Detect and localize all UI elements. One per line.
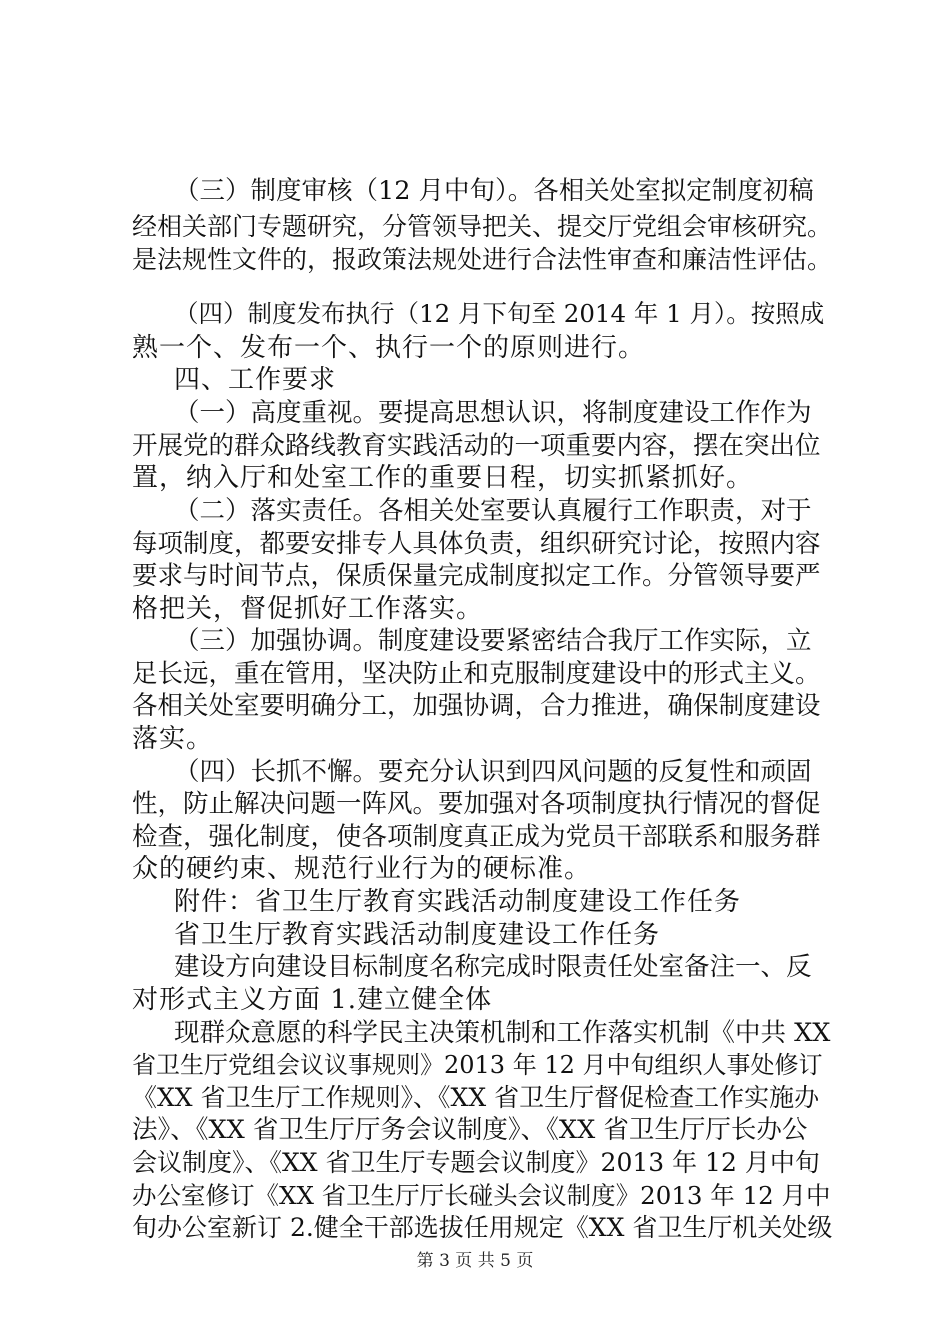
- paragraph-line: 旬办公室新订 2.健全干部选拔任用规定《XX 省卫生厅机关处级: [132, 1213, 833, 1242]
- paragraph-line: 要求与时间节点，保质保量完成制度拟定工作。分管领导要严: [132, 561, 821, 591]
- paragraph-line: 每项制度，都要安排专人具体负责，组织研究讨论，按照内容: [132, 529, 821, 559]
- paragraph-line: （四）制度发布执行（12 月下旬至 2014 年 1 月）。按照成: [174, 299, 825, 328]
- paragraph-line: 各相关处室要明确分工，加强协调，合力推进，确保制度建设: [132, 691, 821, 721]
- attachment-title: 省卫生厅教育实践活动制度建设工作任务: [174, 920, 661, 950]
- paragraph-line: 法》、《XX 省卫生厅厅务会议制度》、《XX 省卫生厅厅长办公: [132, 1115, 808, 1145]
- paragraph-line: 足长远，重在管用，坚决防止和克服制度建设中的形式主义。: [132, 659, 821, 689]
- paragraph-line: （二）落实责任。各相关处室要认真履行工作职责，对于: [174, 496, 812, 526]
- paragraph-line: 对形式主义方面 1.建立健全体: [132, 985, 493, 1015]
- paragraph-line: 检查，强化制度，使各项制度真正成为党员干部联系和服务群: [132, 822, 821, 852]
- paragraph-line: 熟一个、发布一个、执行一个的原则进行。: [132, 333, 646, 363]
- paragraph-line: 办公室修订《XX 省卫生厅厅长碰头会议制度》2013 年 12 月中: [132, 1181, 831, 1210]
- attachment-line: 附件：省卫生厅教育实践活动制度建设工作任务: [174, 887, 742, 917]
- paragraph-line: 省卫生厅党组会议议事规则》2013 年 12 月中旬组织人事处修订: [132, 1051, 823, 1079]
- paragraph-line: 是法规性文件的，报政策法规处进行合法性审查和廉洁性评估。: [132, 245, 833, 274]
- paragraph-line: 落实。: [132, 724, 214, 754]
- paragraph-line: （三）制度审核（12 月中旬）。各相关处室拟定制度初稿: [174, 176, 814, 206]
- paragraph-line: 开展党的群众路线教育实践活动的一项重要内容，摆在突出位: [132, 431, 821, 461]
- paragraph-line: 置，纳入厅和处室工作的重要日程，切实抓紧抓好。: [132, 463, 754, 493]
- paragraph-line: 众的硬约束、规范行业行为的硬标准。: [132, 854, 592, 884]
- paragraph-line: 建设方向建设目标制度名称完成时限责任处室备注一、反: [174, 952, 812, 982]
- paragraph-line: （三）加强协调。制度建设要紧密结合我厅工作实际，立: [174, 626, 812, 656]
- paragraph-line: （四）长抓不懈。要充分认识到四风问题的反复性和顽固: [174, 757, 812, 787]
- paragraph-line: 格把关，督促抓好工作落实。: [132, 594, 484, 624]
- page-number-footer: 第 3 页 共 5 页: [416, 1251, 534, 1271]
- section-heading: 四、工作要求: [174, 365, 337, 395]
- paragraph-line: 《XX 省卫生厅工作规则》、《XX 省卫生厅督促检查工作实施办: [132, 1083, 820, 1112]
- paragraph-line: 经相关部门专题研究，分管领导把关、提交厅党组会审核研究。: [132, 212, 833, 241]
- paragraph-line: 现群众意愿的科学民主决策机制和工作落实机制《中共 XX: [174, 1018, 831, 1048]
- paragraph-line: （一）高度重视。要提高思想认识，将制度建设工作作为: [174, 398, 812, 428]
- paragraph-line: 性，防止解决问题一阵风。要加强对各项制度执行情况的督促: [132, 789, 821, 819]
- paragraph-line: 会议制度》、《XX 省卫生厅专题会议制度》2013 年 12 月中旬: [132, 1148, 820, 1177]
